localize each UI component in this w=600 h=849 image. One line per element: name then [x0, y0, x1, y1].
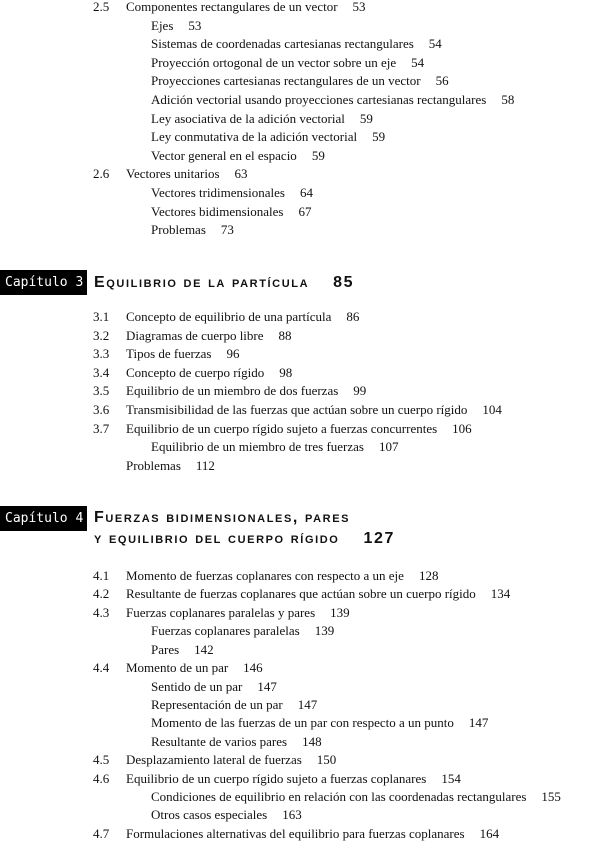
toc-entry [0, 567, 600, 585]
entry-title-row [151, 110, 373, 129]
toc-entry [0, 147, 600, 166]
entry-title: Equilibrio de un miembro de dos fuerzas [126, 383, 339, 399]
section-number: 3.4 [93, 364, 110, 380]
toc-entry [0, 770, 600, 788]
section-number: 3.6 [93, 401, 110, 417]
entry-title: Equilibrio de un cuerpo rígido sujeto a fuerzas concurrentes [126, 420, 438, 436]
entry-title-row [126, 659, 263, 677]
entry-page: 112 [195, 457, 215, 473]
entry-page: 147 [297, 696, 318, 712]
entry-title-row [151, 221, 234, 240]
entry-title-row [151, 622, 334, 640]
section-number: 4.5 [93, 752, 110, 768]
entry-page: 104 [482, 401, 502, 417]
entry-title: Fuerzas coplanares paralelas y pares [126, 604, 316, 620]
entry-title-row [151, 91, 514, 110]
toc-entry [0, 382, 600, 401]
toc-entry [0, 714, 600, 732]
section-number: 4.3 [93, 604, 110, 620]
entry-page: 139 [330, 604, 350, 620]
entry-title-row [126, 825, 499, 843]
toc-entry [0, 401, 600, 420]
entry-title-row [151, 203, 312, 222]
entry-title: Proyecciones cartesianas rectangulares de un vector [151, 73, 421, 89]
toc-entry [0, 184, 600, 203]
entry-title: Componentes rectangulares de un vector [126, 0, 338, 14]
section-number: 2.5 [93, 0, 110, 14]
entry-page: 53 [352, 0, 366, 14]
entry-page: 53 [188, 17, 202, 33]
chapter-label: Capítulo 3 [0, 270, 87, 295]
toc-entry [0, 345, 600, 364]
entry-title-row [126, 165, 248, 184]
toc-section-chapter2-continued [0, 0, 600, 240]
entry-page: 147 [257, 678, 277, 694]
section-number: 4.7 [93, 825, 110, 841]
entry-page: 163 [282, 807, 302, 823]
entry-title: Ley conmutativa de la adición vectorial [151, 129, 358, 145]
entry-title-row [151, 72, 449, 91]
entry-title-row [126, 0, 366, 17]
toc-entry [0, 696, 600, 714]
entry-title: Sentido de un par [151, 678, 243, 694]
entry-title: Otros casos especiales [151, 807, 268, 823]
chapter-title [94, 507, 350, 528]
entry-title-row [126, 327, 292, 346]
entry-title: Adición vectorial usando proyecciones cartesianas rectangulares [151, 91, 487, 107]
toc-entry [0, 420, 600, 439]
chapter-title [94, 528, 395, 549]
entry-title: Equilibrio de un cuerpo rígido sujeto a fuerzas coplanares [126, 770, 427, 786]
entry-page: 146 [243, 660, 263, 676]
entry-title-row [151, 678, 277, 696]
entry-title: Momento de fuerzas coplanares con respecto a un eje [126, 568, 404, 583]
section-number: 4.6 [93, 770, 110, 786]
entry-page: 59 [311, 147, 325, 163]
toc-entry [0, 54, 600, 73]
toc-entry [0, 128, 600, 147]
section-number: 3.2 [93, 327, 110, 343]
toc-entry [0, 604, 600, 622]
entry-title-row [126, 585, 510, 603]
entry-page: 150 [316, 752, 337, 768]
toc-entry [0, 91, 600, 110]
entry-title: Problemas [151, 222, 206, 238]
entry-page: 54 [411, 54, 425, 70]
entry-page: 134 [490, 586, 511, 602]
entry-title: Vector general en el espacio [151, 147, 297, 163]
entry-title-row [151, 438, 399, 457]
entry-page: 139 [314, 623, 335, 639]
entry-title-row [126, 382, 366, 401]
toc-entry [0, 221, 600, 240]
toc-entry [0, 72, 600, 91]
entry-title-row [151, 17, 201, 36]
chapter-page: 127 [363, 530, 395, 547]
entry-title: Sistemas de coordenadas cartesianas rectangulares [151, 36, 414, 52]
chapter-title-line: y equilibrio del cuerpo rígido [94, 530, 340, 547]
toc-entry [0, 733, 600, 751]
toc-entry [0, 327, 600, 346]
entry-title: Ejes [151, 17, 174, 33]
chapter-title-line: Fuerzas bidimensionales, pares [94, 509, 351, 526]
entry-title: Pares [151, 641, 180, 657]
entry-title: Tipos de fuerzas [126, 346, 212, 362]
entry-title-row [151, 128, 385, 147]
chapter-title [94, 272, 354, 293]
entry-page: 147 [468, 715, 489, 731]
entry-title-row [151, 184, 313, 203]
chapter-page: 85 [333, 274, 355, 291]
toc-entry [0, 659, 600, 677]
entry-title-row [151, 806, 302, 824]
entry-title: Transmisibilidad de las fuerzas que actúan sobre un cuerpo rígido [126, 401, 468, 417]
entry-title-row [126, 457, 215, 476]
section-number: 4.2 [93, 586, 110, 602]
entry-page: 73 [220, 222, 234, 238]
toc-entry [0, 308, 600, 327]
entry-title-row [126, 308, 359, 327]
entry-page: 98 [279, 364, 293, 380]
toc-entry [0, 825, 600, 843]
toc-entry [0, 364, 600, 383]
toc-entry [0, 35, 600, 54]
entry-page: 59 [359, 110, 373, 126]
section-number: 2.6 [93, 166, 110, 182]
entry-title: Resultante de varios pares [151, 733, 288, 749]
section-number: 3.3 [93, 346, 110, 362]
entry-page: 96 [226, 346, 240, 362]
entry-page: 86 [346, 309, 360, 324]
entry-title-row [151, 35, 442, 54]
entry-title: Concepto de equilibrio de una partícula [126, 309, 332, 324]
toc-section-chapter4 [0, 567, 600, 843]
entry-page: 99 [353, 383, 367, 399]
entry-page: 148 [302, 733, 322, 749]
entry-title-row [126, 345, 239, 364]
entry-title-row [151, 641, 214, 659]
entry-page: 142 [194, 641, 214, 657]
entry-title: Vectores bidimensionales [151, 203, 284, 219]
entry-page: 164 [479, 825, 500, 841]
toc-entry [0, 788, 600, 806]
entry-title-row [151, 714, 488, 732]
entry-title: Desplazamiento lateral de fuerzas [126, 752, 302, 768]
entry-page: 56 [435, 73, 449, 89]
entry-title-row [151, 788, 561, 806]
entry-page: 64 [299, 184, 313, 200]
entry-title: Vectores unitarios [126, 166, 220, 182]
entry-title: Resultante de fuerzas coplanares que actúan sobre un cuerpo rígido [126, 586, 476, 602]
toc-entry [0, 678, 600, 696]
entry-title: Formulaciones alternativas del equilibrio para fuerzas coplanares [126, 825, 465, 841]
toc-entry [0, 438, 600, 457]
entry-page: 128 [418, 568, 439, 583]
entry-title: Diagramas de cuerpo libre [126, 327, 264, 343]
entry-title-row [126, 364, 292, 383]
section-number: 3.5 [93, 383, 110, 399]
section-number: 3.7 [93, 420, 110, 436]
chapter-title-line: Equilibrio de la partícula [94, 274, 310, 291]
entry-page: 88 [278, 327, 292, 343]
toc-entry [0, 622, 600, 640]
chapter-label: Capítulo 4 [0, 506, 87, 531]
entry-page: 154 [441, 770, 461, 786]
entry-title: Problemas [126, 457, 181, 473]
section-number: 3.1 [93, 309, 110, 324]
entry-page: 58 [501, 91, 515, 107]
entry-page: 106 [452, 420, 472, 436]
entry-title-row [151, 147, 325, 166]
entry-title: Momento de un par [126, 660, 229, 676]
entry-title: Condiciones de equilibrio en relación con las coordenadas rectangulares [151, 789, 527, 805]
entry-page: 63 [234, 166, 248, 182]
entry-title-row [126, 567, 438, 585]
section-number: 4.4 [93, 660, 110, 676]
entry-title: Concepto de cuerpo rígido [126, 364, 265, 380]
entry-page: 155 [541, 789, 561, 805]
entry-page: 54 [428, 36, 442, 52]
toc-entry [0, 203, 600, 222]
section-number: 4.1 [93, 568, 110, 583]
toc-entry [0, 0, 600, 17]
entry-title: Fuerzas coplanares paralelas [151, 623, 300, 639]
entry-title-row [126, 751, 336, 769]
toc-entry [0, 751, 600, 769]
entry-title: Momento de las fuerzas de un par con respecto a un punto [151, 715, 454, 731]
toc-section-chapter3 [0, 308, 600, 475]
toc-entry [0, 17, 600, 36]
entry-title-row [126, 604, 350, 622]
entry-title: Ley asociativa de la adición vectorial [151, 110, 345, 126]
entry-title: Proyección ortogonal de un vector sobre un eje [151, 54, 397, 70]
toc-entry [0, 585, 600, 603]
entry-title: Equilibrio de un miembro de tres fuerzas [151, 439, 364, 455]
entry-page: 59 [372, 129, 386, 145]
toc-entry [0, 457, 600, 476]
toc-entry [0, 165, 600, 184]
toc-entry [0, 641, 600, 659]
toc-entry [0, 806, 600, 824]
entry-page: 67 [298, 203, 312, 219]
entry-title-row [126, 770, 461, 788]
entry-title-row [151, 696, 317, 714]
entry-title-row [126, 401, 502, 420]
entry-title-row [151, 54, 424, 73]
toc-entry [0, 110, 600, 129]
entry-page: 107 [379, 439, 399, 455]
entry-title: Representación de un par [151, 696, 283, 712]
entry-title: Vectores tridimensionales [151, 184, 285, 200]
entry-title-row [126, 420, 472, 439]
entry-title-row [151, 733, 322, 751]
